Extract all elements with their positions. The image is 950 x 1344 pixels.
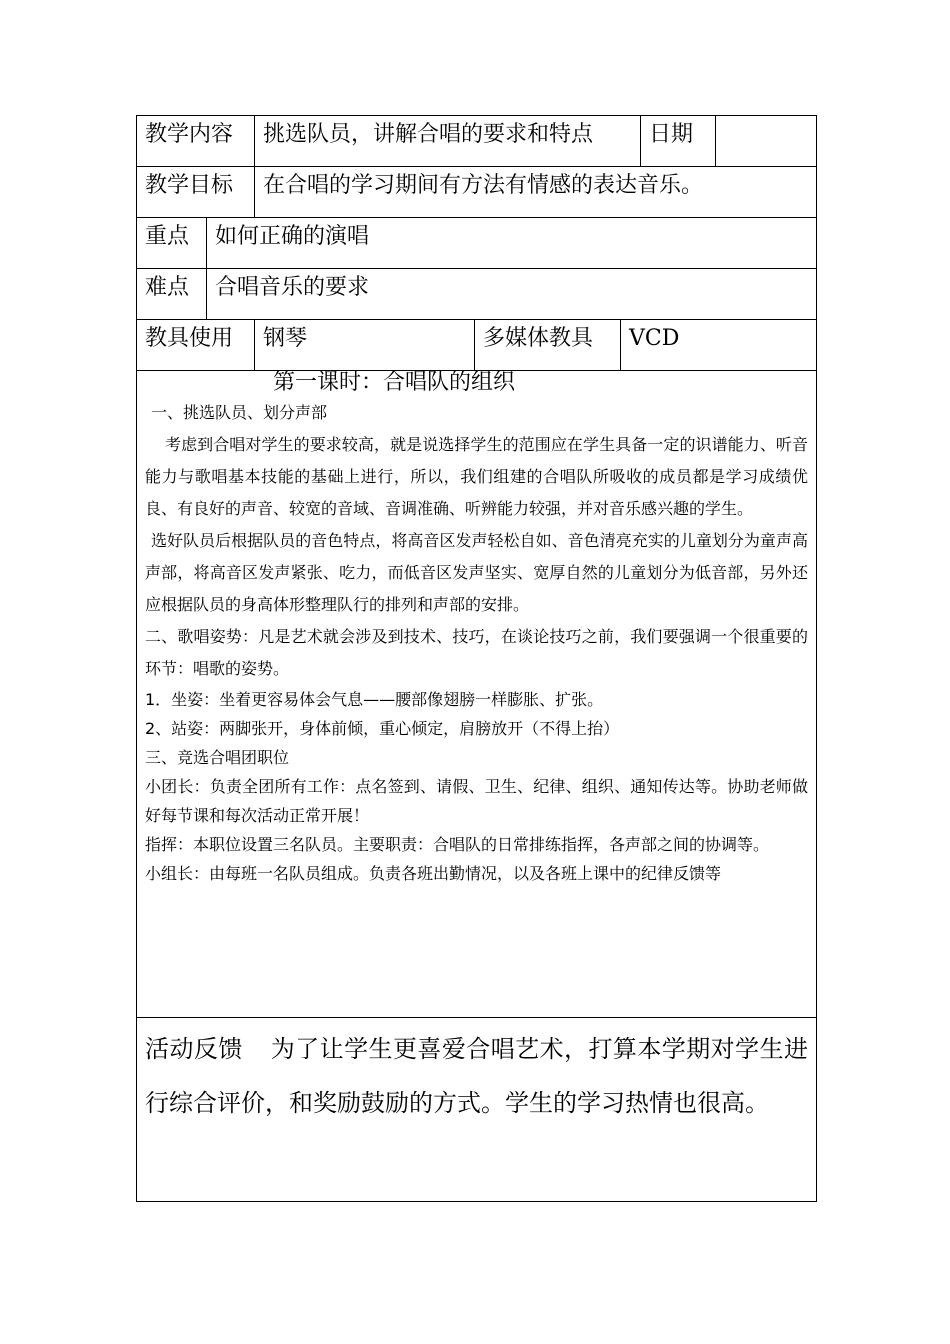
- teaching-goal-label: 教学目标: [137, 167, 255, 217]
- standing-posture: 2、站姿：两脚张开，身体前倾，重心倾定，肩膀放开（不得上抬）: [145, 719, 620, 738]
- key-point-row: [137, 218, 816, 269]
- key-point-label: 重点: [137, 218, 207, 268]
- lesson-body: [137, 371, 816, 1017]
- difficulty-value: 合唱音乐的要求: [215, 275, 370, 300]
- feedback-row: [137, 1018, 816, 1201]
- sitting-posture: 1．坐姿：坐着更容易体会气息——腰部像翅膀一样膨胀、扩张。: [145, 690, 604, 709]
- group-leader-duty: 小组长：由每班一名队员组成。负责各班出勤情况，以及各班上课中的纪律反馈等: [145, 864, 722, 883]
- leader-duty: 小团长：负责全团所有工作：点名签到、请假、卫生、纪律、组织、通知传达等。协助老师做好每节课和每次活动正常开展！: [145, 777, 808, 825]
- conductor-duty: 指挥：本职位设置三名队员。主要职责：合唱队的日常排练指挥，各声部之间的协调等。: [145, 835, 770, 854]
- multimedia-tools-label: 多媒体教具: [475, 320, 621, 370]
- lesson-body-row: [137, 371, 816, 1018]
- teaching-tools-row: [137, 320, 816, 371]
- activity-feedback: [137, 1018, 816, 1201]
- paragraph-selection: 考虑到合唱对学生的要求较高，就是说选择学生的范围应在学生具备一定的识谱能力、听音能力与歌唱基本技能的基础上进行，所以，我们组建的合唱队所吸收的成员都是学习成绩优良、有良好的声音、较宽的音域、音调准确、听辨能力较强，并对音乐感兴趣的学生。: [145, 435, 808, 518]
- lesson-plan-table: [136, 115, 817, 1202]
- teaching-content-label: 教学内容: [137, 116, 255, 166]
- teaching-content-value: 挑选队员，讲解合唱的要求和特点: [255, 116, 641, 166]
- teaching-tools-label: 教具使用: [137, 320, 255, 370]
- date-value: [716, 116, 816, 166]
- multimedia-tools-value: VCD: [629, 326, 680, 351]
- date-label: 日期: [641, 116, 716, 166]
- section-heading-1: 一、挑选队员、划分声部: [151, 403, 328, 422]
- teaching-goal-value: 在合唱的学习期间有方法有情感的表达音乐。: [263, 173, 704, 198]
- feedback-label: 活动反馈: [145, 1035, 243, 1063]
- section-heading-3: 三、竞选合唱团职位: [145, 748, 290, 767]
- lesson-title: 第一课时：合唱队的组织: [273, 371, 516, 395]
- section-heading-2: 二、歌唱姿势：凡是艺术就会涉及到技术、技巧，在谈论技巧之前，我们要强调一个很重要的环节：唱歌的姿势。: [145, 627, 808, 678]
- paragraph-voice-parts: 选好队员后根据队员的音色特点，将高音区发声轻松自如、音色清亮充实的儿童划分为童声高声部，将高音区发声紧张、吃力，而低音区发声坚实、宽厚自然的儿童划分为低音部，另外还应根据队员的身高体形整理队行的排列和声部的安排。: [145, 531, 808, 614]
- teaching-tools-value: 钢琴: [255, 320, 475, 370]
- teaching-goal-row: [137, 167, 816, 218]
- difficulty-row: [137, 269, 816, 320]
- key-point-value: 如何正确的演唱: [215, 224, 370, 249]
- difficulty-label: 难点: [137, 269, 207, 319]
- feedback-text: 为了让学生更喜爱合唱艺术，打算本学期对学生进行综合评价，和奖励鼓励的方式。学生的学习热情也很高。: [145, 1035, 809, 1117]
- teaching-content-row: [137, 116, 816, 167]
